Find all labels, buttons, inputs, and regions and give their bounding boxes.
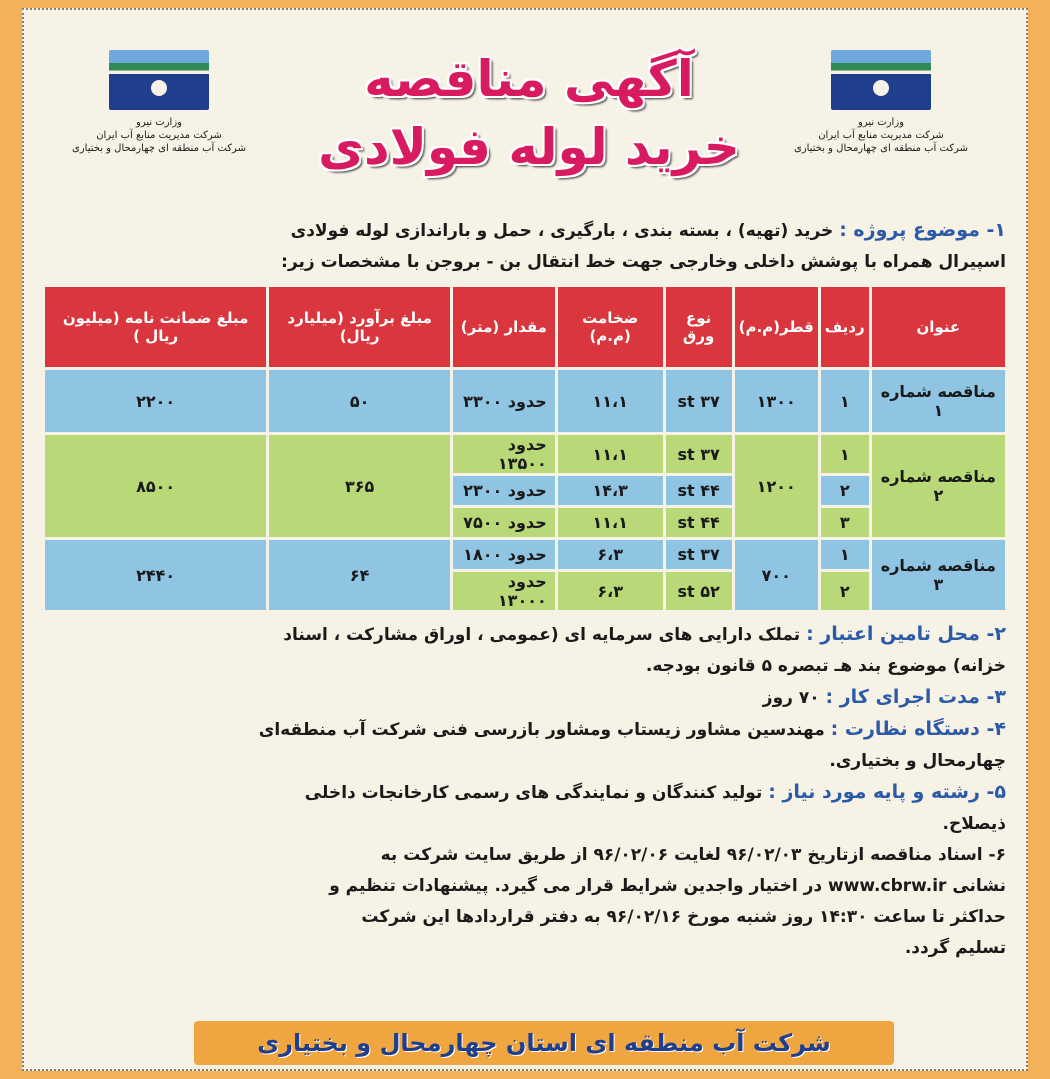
col-header: عنوان <box>872 287 1005 367</box>
thickness: ۶،۳ <box>558 540 663 569</box>
credit-text-2: خزانه) موضوع بند هـ تبصره ۵ قانون بودجه. <box>645 656 1006 676</box>
row-number: ۲ <box>821 572 869 610</box>
credit-text: تملک دارایی های سرمایه ای (عمومی ، اوراق مشارکت ، اسناد <box>283 625 801 645</box>
logo-line: وزارت نیرو <box>857 117 904 128</box>
col-header: مقدار (متر) <box>453 287 555 367</box>
thickness: ۱۱،۱ <box>558 370 663 432</box>
logo-line: وزارت نیرو <box>135 117 182 128</box>
row-number: ۱ <box>821 540 869 569</box>
page-title: آگهی مناقصه <box>364 50 694 108</box>
supervision-label: ۴- دستگاه نظارت : <box>830 718 1006 740</box>
logo-right <box>781 50 981 155</box>
duration-section <box>24 682 1026 714</box>
credit-section <box>24 619 1026 682</box>
col-header: ردیف <box>821 287 869 367</box>
supervision-text-2: چهارمحال و بختیاری. <box>829 751 1006 771</box>
table-row <box>45 540 1005 569</box>
quantity: حدود ۱۳۰۰۰ <box>453 572 555 610</box>
sheet-type: st ۳۷ <box>666 435 732 473</box>
table-row <box>45 435 1005 473</box>
field-text-2: ذیصلاح. <box>942 814 1006 834</box>
tender-notice <box>22 8 1028 1071</box>
supervision-section <box>24 714 1026 777</box>
sheet-type: st ۴۴ <box>666 508 732 537</box>
quantity: حدود ۱۸۰۰ <box>453 540 555 569</box>
logo-line: شرکت مدیریت منابع آب ایران <box>96 130 222 141</box>
documents-line: حداکثر تا ساعت ۱۴:۳۰ روز شنبه مورخ ۹۶/۰۲/۱۶ به دفتر قراردادها این شرکت <box>361 907 1006 927</box>
duration-text: ۷۰ روز <box>762 688 820 708</box>
documents-section <box>24 840 1026 964</box>
sheet-type: st ۵۲ <box>666 572 732 610</box>
logo-line: شرکت آب منطقه ای چهارمحال و بختیاری <box>794 143 968 154</box>
table-header-row <box>45 287 1005 367</box>
duration-label: ۳- مدت اجرای کار : <box>825 686 1006 708</box>
guarantee: ۲۲۰۰ <box>45 370 266 432</box>
documents-line: ۶- اسناد مناقصه ازتاریخ ۹۶/۰۲/۰۳ لغایت ۹۶/۰۲/۰۶ از طریق سایت شرکت به <box>380 845 1006 865</box>
tender-title: مناقصه شماره ۱ <box>872 370 1005 432</box>
thickness: ۱۱،۱ <box>558 435 663 473</box>
col-header: مبلغ برآورد (میلیارد ریال) <box>269 287 450 367</box>
table-row <box>45 370 1005 432</box>
row-number: ۱ <box>821 435 869 473</box>
project-subject <box>24 215 1026 278</box>
subject-text: خرید (تهیه) ، بسته بندی ، بارگیری ، حمل و باراندازی لوله فولادی <box>290 221 834 241</box>
logo-left-text <box>59 116 259 155</box>
sheet-type: st ۳۷ <box>666 370 732 432</box>
sheet-type: st ۴۴ <box>666 476 732 505</box>
row-number: ۳ <box>821 508 869 537</box>
header <box>24 10 1026 210</box>
quantity: حدود ۲۳۰۰ <box>453 476 555 505</box>
documents-line: تسلیم گردد. <box>904 938 1006 958</box>
water-company-logo-icon <box>109 50 209 110</box>
diameter: ۷۰۰ <box>735 540 818 610</box>
diameter: ۱۳۰۰ <box>735 370 818 432</box>
quantity: حدود ۳۳۰۰ <box>453 370 555 432</box>
page-subtitle: خرید لوله فولادی <box>318 118 740 176</box>
quantity: حدود ۱۳۵۰۰ <box>453 435 555 473</box>
documents-line: نشانی www.cbrw.ir در اختیار واجدین شرایط قرار می گیرد. پیشنهادات تنظیم و <box>329 876 1006 896</box>
logo-line: شرکت مدیریت منابع آب ایران <box>818 130 944 141</box>
guarantee: ۸۵۰۰ <box>45 435 266 537</box>
footer-text: شرکت آب منطقه ای استان چهارمحال و بختیاری <box>257 1029 831 1057</box>
diameter: ۱۲۰۰ <box>735 435 818 537</box>
supervision-text: مهندسین مشاور زیستاب ومشاور بازرسی فنی شرکت آب منطقه‌ای <box>258 720 825 740</box>
thickness: ۱۱،۱ <box>558 508 663 537</box>
col-header: نوع ورق <box>666 287 732 367</box>
col-header: مبلغ ضمانت نامه (میلیون ریال ) <box>45 287 266 367</box>
field-label: ۵- رشته و پایه مورد نیاز : <box>768 781 1006 803</box>
field-text: تولید کنندگان و نمایندگی های رسمی کارخانجات داخلی <box>304 783 763 803</box>
estimate: ۳۶۵ <box>269 435 450 537</box>
row-number: ۲ <box>821 476 869 505</box>
footer-banner <box>194 1021 894 1065</box>
quantity: حدود ۷۵۰۰ <box>453 508 555 537</box>
tender-title: مناقصه شماره ۲ <box>872 435 1005 537</box>
subject-label: ۱- موضوع پروژه : <box>839 219 1006 241</box>
estimate: ۵۰ <box>269 370 450 432</box>
tender-table <box>42 284 1008 613</box>
logo-line: شرکت آب منطقه ای چهارمحال و بختیاری <box>72 143 246 154</box>
estimate: ۶۴ <box>269 540 450 610</box>
col-header: ضخامت (م.م) <box>558 287 663 367</box>
thickness: ۶،۳ <box>558 572 663 610</box>
logo-left <box>59 50 259 155</box>
guarantee: ۲۴۴۰ <box>45 540 266 610</box>
sheet-type: st ۳۷ <box>666 540 732 569</box>
subject-text-2: اسپیرال همراه با پوشش داخلی وخارجی جهت خط انتقال بن - بروجن با مشخصات زیر: <box>281 252 1006 272</box>
logo-right-text <box>781 116 981 155</box>
tender-title: مناقصه شماره ۳ <box>872 540 1005 610</box>
field-section <box>24 777 1026 840</box>
col-header: قطر(م.م) <box>735 287 818 367</box>
thickness: ۱۴،۳ <box>558 476 663 505</box>
credit-label: ۲- محل تامین اعتبار : <box>806 623 1006 645</box>
water-company-logo-icon <box>831 50 931 110</box>
row-number: ۱ <box>821 370 869 432</box>
